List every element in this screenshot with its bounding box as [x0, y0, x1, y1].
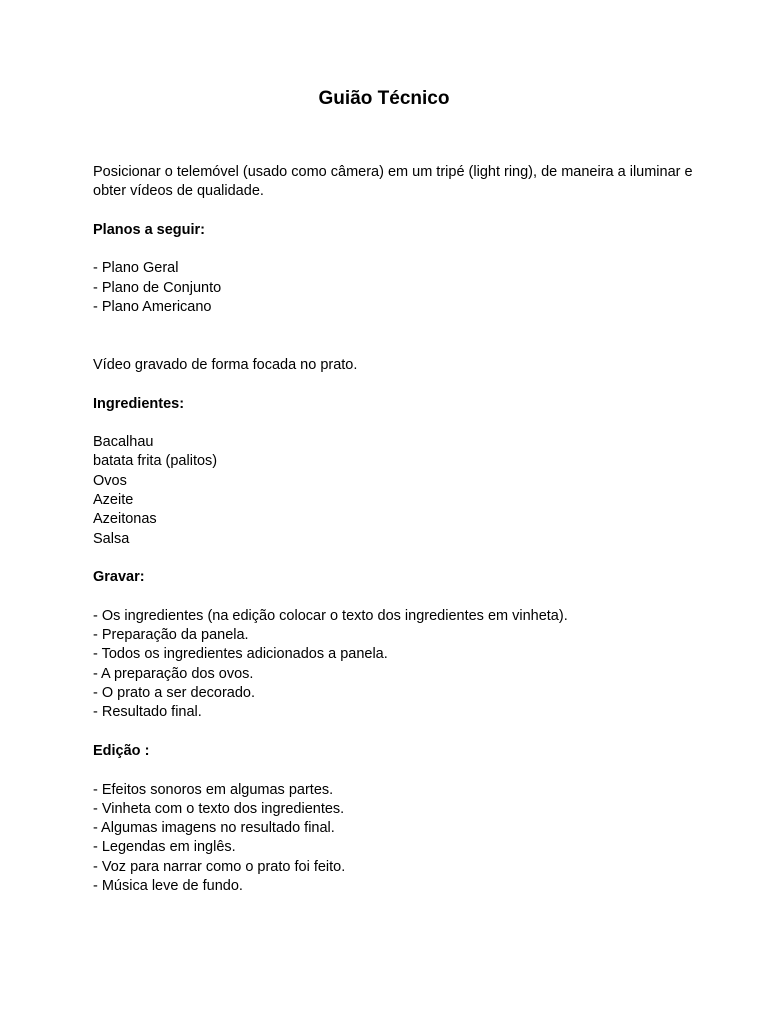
gravar-heading: Gravar: [93, 569, 145, 586]
list-item: - Plano Geral [93, 260, 179, 277]
list-item: - Legendas em inglês. [93, 839, 236, 856]
ingredientes-list [93, 433, 693, 549]
list-item: - O prato a ser decorado. [93, 685, 255, 702]
spacer [93, 240, 693, 259]
spacer [93, 317, 693, 356]
list-item: - Plano Americano [93, 299, 212, 316]
list-item: Ovos [93, 472, 127, 489]
list-item: - Preparação da panela. [93, 627, 249, 644]
list-item: batata frita (palitos) [93, 453, 218, 470]
edicao-list [93, 781, 693, 897]
list-item: - Os ingredientes (na edição colocar o texto dos ingredientes em vinheta). [93, 607, 568, 624]
list-item: Azeitonas [93, 511, 157, 528]
ingredientes-heading: Ingredientes: [93, 395, 185, 412]
spacer [93, 375, 693, 394]
list-item: - Voz para narrar como o prato foi feito. [93, 858, 346, 875]
gravar-list [93, 607, 693, 723]
list-item: - Resultado final. [93, 704, 202, 721]
list-item: Salsa [93, 530, 130, 547]
list-item: - Algumas imagens no resultado final. [93, 820, 335, 837]
document-body [93, 163, 693, 896]
spacer [93, 202, 693, 221]
list-item: - A preparação dos ovos. [93, 665, 254, 682]
list-item: - Vinheta com o texto dos ingredientes. [93, 800, 345, 817]
intro-paragraph: Posicionar o telemóvel (usado como câmera) em um tripé (light ring), de maneira a iluminar e obter vídeos de qualidade. [93, 164, 693, 200]
list-item: - Efeitos sonoros em algumas partes. [93, 781, 334, 798]
list-item: Azeite [93, 492, 134, 509]
list-item: - Plano de Conjunto [93, 279, 222, 296]
list-item: - Todos os ingredientes adicionados a panela. [93, 646, 388, 663]
spacer [93, 414, 693, 433]
spacer [93, 588, 693, 607]
spacer [93, 549, 693, 568]
planos-list [93, 259, 693, 317]
list-item: Bacalhau [93, 434, 154, 451]
list-item: - Música leve de fundo. [93, 877, 243, 894]
edicao-heading: Edição : [93, 742, 150, 759]
video-note: Vídeo gravado de forma focada no prato. [93, 356, 358, 373]
planos-heading: Planos a seguir: [93, 221, 206, 238]
spacer [93, 761, 693, 780]
page-title: Guião Técnico [318, 88, 450, 109]
spacer [93, 723, 693, 742]
